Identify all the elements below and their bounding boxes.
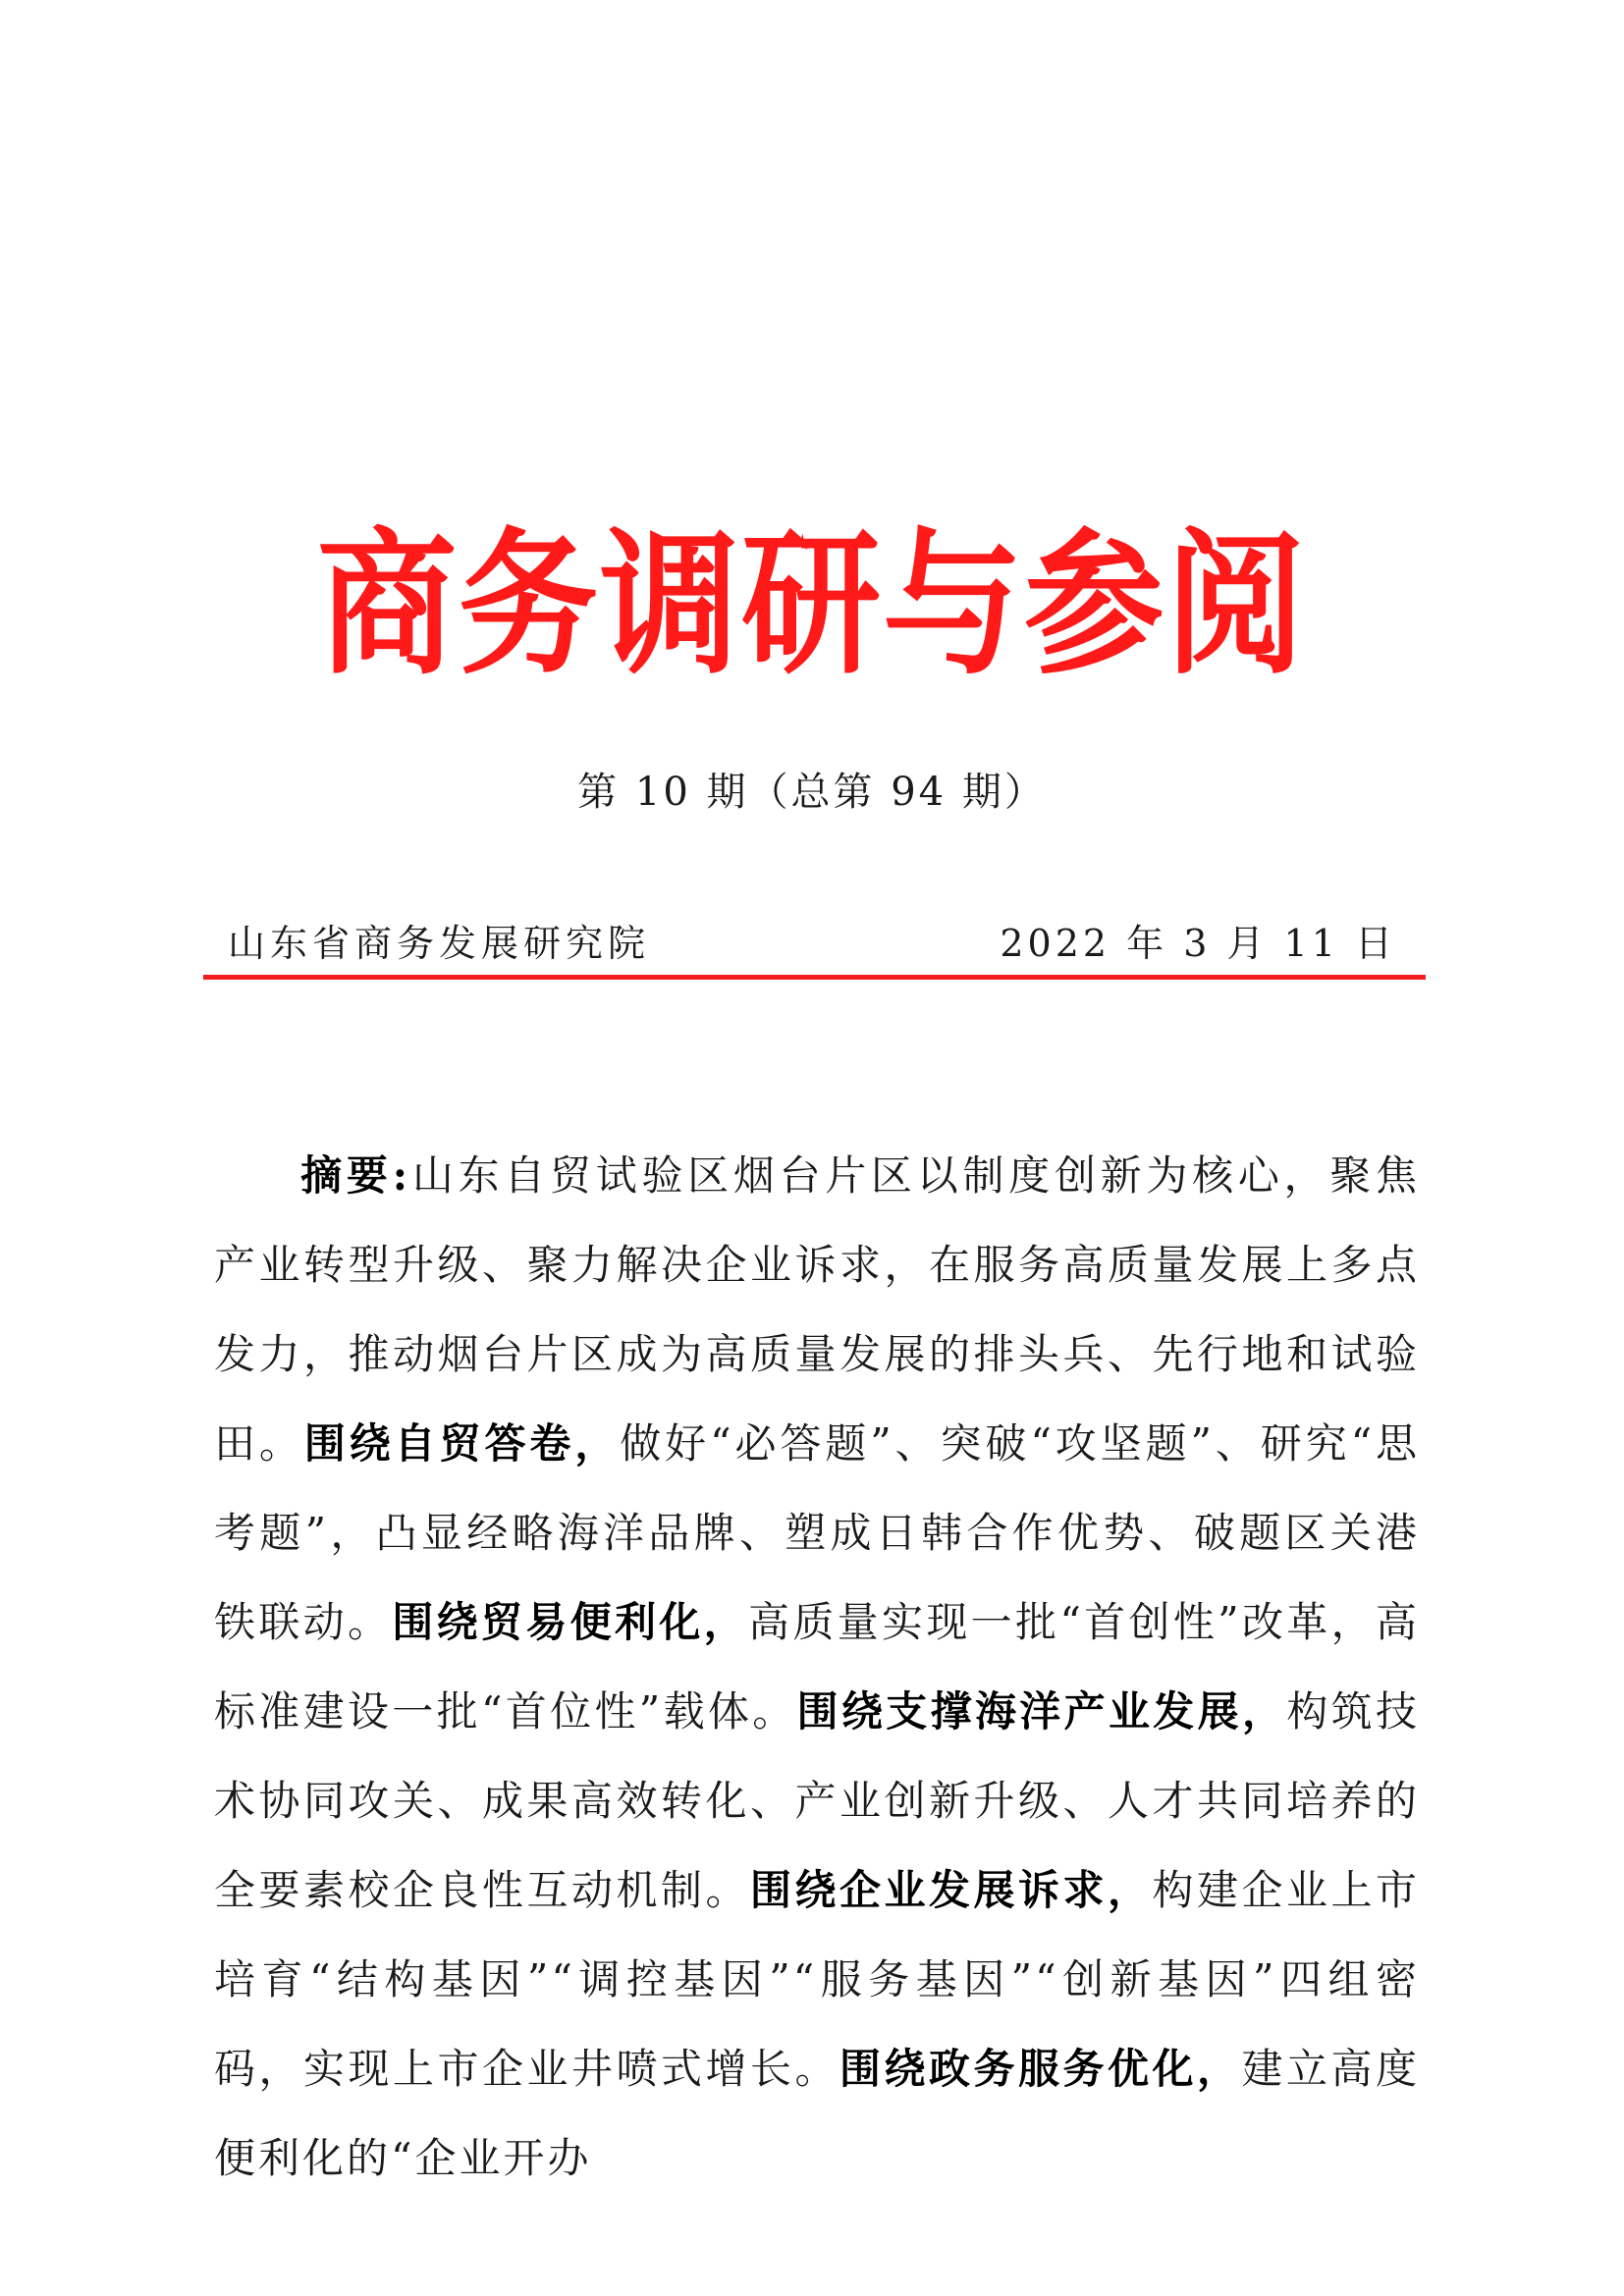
abstract-highlight-5: 围绕政务服务优化， [839,2045,1242,2093]
abstract-sentence-5: 构建企业上市培育“结构基因”“调控基因”“服务基因”“创新基因”四组密码，实现上市企业井喷式增长。 [214,1866,1420,2093]
abstract-sentence-1: 山东自贸试验区烟台片区以制度创新为核心，聚焦产业转型升级、聚力解决企业诉求，在服务高质量发展上多点发力，推动烟台片区成为高质量发展的排头兵、先行地和试验田。 [214,1151,1420,1468]
red-divider-line [203,975,1426,980]
masthead-title: 商务调研与参阅 [317,513,1307,696]
publisher-organization: 山东省商务发展研究院 [228,922,651,965]
issue-number: 第 10 期（总第 94 期） [577,770,1047,815]
abstract-highlight-4: 围绕企业发展诉求， [749,1866,1153,1914]
abstract-label: 摘要: [300,1151,411,1200]
abstract-sentence-2: 做好“必答题”、突破“攻坚题”、研究“思考题”，凸显经略海洋品牌、塑成日韩合作优势、破题区关港铁联动。 [214,1419,1420,1646]
abstract-sentence-6: 建立高度便利化的“企业开办 [214,2045,1420,2182]
abstract-sentence-3: 高质量实现一批“首创性”改革，高标准建设一批“首位性”载体。 [214,1598,1420,1735]
abstract-paragraph [214,1131,1420,2203]
abstract-sentence-4: 构筑技术协同攻关、成果高效转化、产业创新升级、人才共同培养的全要素校企良性互动机制。 [214,1687,1420,1914]
abstract-highlight-3: 围绕支撑海洋产业发展， [796,1687,1287,1735]
abstract-highlight-2: 围绕贸易便利化， [392,1598,749,1646]
abstract-highlight-1: 围绕自贸答卷， [303,1419,621,1468]
publisher-info-row [228,913,1396,965]
publication-date: 2022 年 3 月 11 日 [1000,922,1396,965]
